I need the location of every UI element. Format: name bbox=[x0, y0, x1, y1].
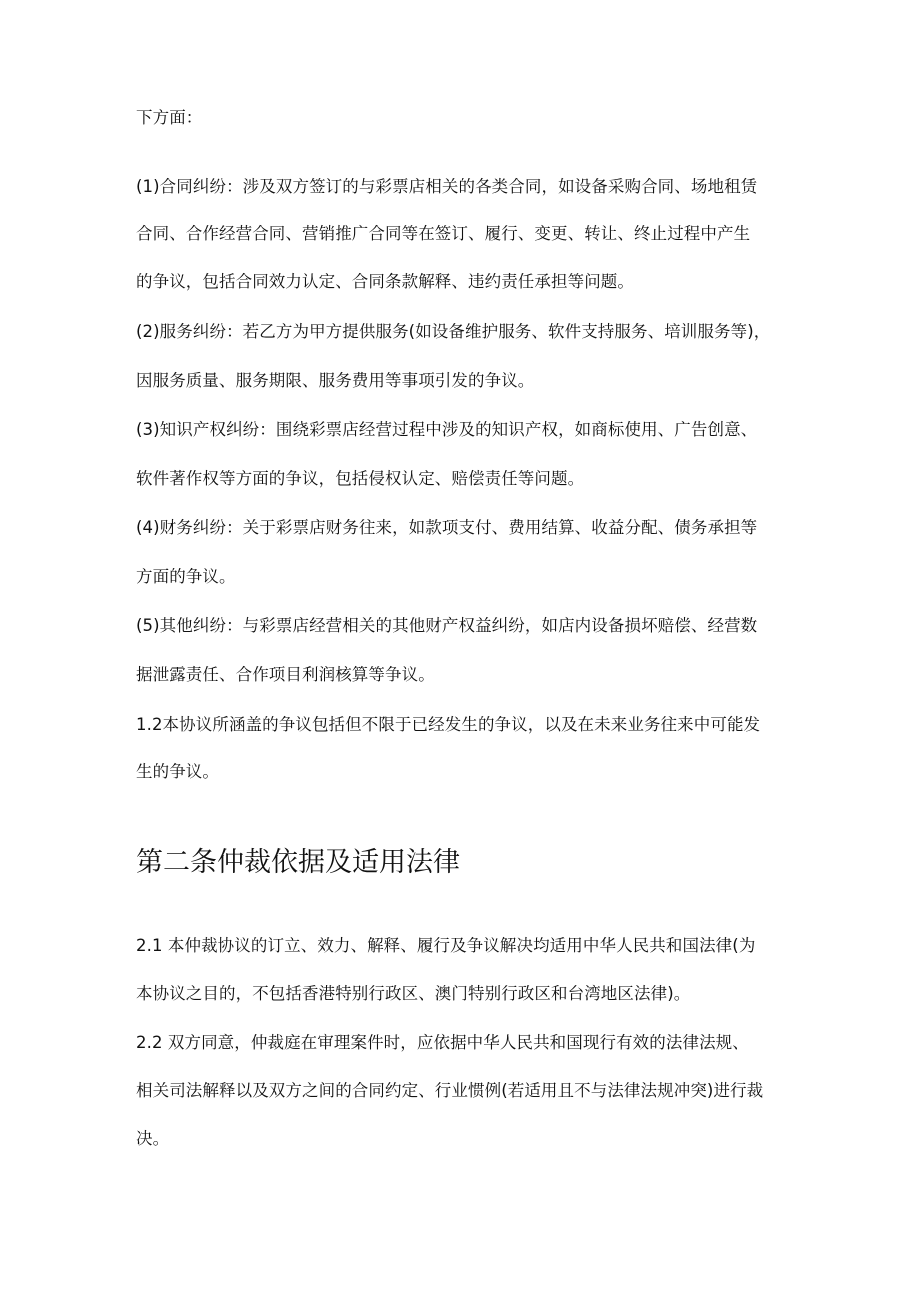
clause-2-2-line-3: 决。 bbox=[136, 1129, 170, 1148]
item-4-line-1: (4)财务纠纷：关于彩票店财务往来，如款项支付、费用结算、收益分配、债务承担等 bbox=[136, 518, 758, 537]
item-6-line-2: 生的争议。 bbox=[136, 762, 219, 781]
item-2-line-2: 因服务质量、服务期限、服务费用等事项引发的争议。 bbox=[136, 371, 535, 390]
item-4-line-2: 方面的争议。 bbox=[136, 567, 236, 586]
item-1-line-1: (1)合同纠纷：涉及双方签订的与彩票店相关的各类合同，如设备采购合同、场地租赁 bbox=[136, 177, 758, 196]
intro-line: 下方面： bbox=[136, 108, 203, 127]
item-1-line-3: 的争议，包括合同效力认定、合同条款解释、违约责任承担等问题。 bbox=[136, 272, 634, 291]
clause-2-2-line-2: 相关司法解释以及双方之间的合同约定、行业惯例(若适用且不与法律法规冲突)进行裁 bbox=[136, 1081, 764, 1100]
clause-2-2-line-1: 2.2 双方同意，仲裁庭在审理案件时，应依据中华人民共和国现行有效的法律法规、 bbox=[136, 1033, 749, 1052]
clause-2-1-line-1: 2.1 本仲裁协议的订立、效力、解释、履行及争议解决均适用中华人民共和国法律(为 bbox=[136, 936, 756, 955]
item-5-line-1: (5)其他纠纷：与彩票店经营相关的其他财产权益纠纷，如店内设备损坏赔偿、经营数 bbox=[136, 616, 758, 635]
section-title: 第二条仲裁依据及适用法律 bbox=[136, 847, 460, 878]
item-1-line-2: 合同、合作经营合同、营销推广合同等在签订、履行、变更、转让、终止过程中产生 bbox=[136, 224, 751, 243]
clause-2-1-line-2: 本协议之目的，不包括香港特别行政区、澳门特别行政区和台湾地区法律)。 bbox=[136, 984, 691, 1003]
item-2-line-1: (2)服务纠纷：若乙方为甲方提供服务(如设备维护服务、软件支持服务、培训服务等)， bbox=[136, 322, 771, 341]
item-3-line-1: (3)知识产权纠纷：围绕彩票店经营过程中涉及的知识产权，如商标使用、广告创意、 bbox=[136, 420, 758, 439]
item-5-line-2: 据泄露责任、合作项目利润核算等争议。 bbox=[136, 665, 435, 684]
item-6-line-1: 1.2本协议所涵盖的争议包括但不限于已经发生的争议，以及在未来业务往来中可能发 bbox=[136, 715, 761, 734]
item-3-line-2: 软件著作权等方面的争议，包括侵权认定、赔偿责任等问题。 bbox=[136, 469, 585, 488]
